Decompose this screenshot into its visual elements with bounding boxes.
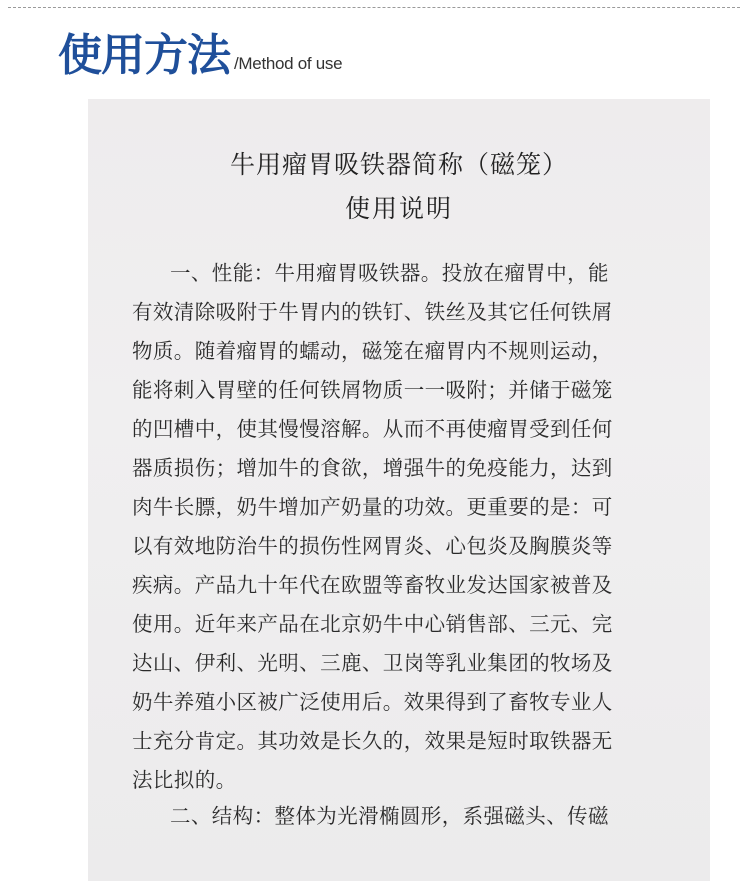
section-title: 使用方法 — [58, 30, 230, 81]
text-line: 二、结构：整体为光滑椭圆形，系强磁头、传磁 — [170, 804, 609, 828]
text-line: 有效清除吸附于牛胃内的铁钉、铁丝及其它任何铁屑 — [132, 300, 613, 324]
text-line: 肉牛长膘，奶牛增加产奶量的功效。更重要的是：可 — [132, 495, 613, 519]
text-line: 的凹槽中，使其慢慢溶解。从而不再使瘤胃受到任何 — [132, 417, 613, 441]
section-header — [58, 20, 342, 80]
text-line: 法比拟的。 — [132, 768, 237, 792]
text-line: 一、性能：牛用瘤胃吸铁器。投放在瘤胃中，能 — [170, 261, 609, 285]
top-dashed-divider — [8, 7, 740, 8]
text-line: 以有效地防治牛的损伤性网胃炎、心包炎及胸膜炎等 — [132, 534, 613, 558]
document-title: 牛用瘤胃吸铁器简称（磁笼） — [229, 150, 568, 179]
text-line: 能将刺入胃壁的任何铁屑物质一一吸附；并储于磁笼 — [132, 378, 613, 402]
text-line: 使用。近年来产品在北京奶牛中心销售部、三元、完 — [132, 612, 613, 636]
text-line: 士充分肯定。其功效是长久的，效果是短时取铁器无 — [132, 729, 613, 753]
text-line: 疾病。产品九十年代在欧盟等畜牧业发达国家被普及 — [132, 573, 613, 597]
text-line: 器质损伤；增加牛的食欲，增强牛的免疫能力，达到 — [132, 456, 613, 480]
text-line: 奶牛养殖小区被广泛使用后。效果得到了畜牧专业人 — [132, 690, 613, 714]
document-subtitle: 使用说明 — [344, 194, 453, 223]
text-line: 物质。随着瘤胃的蠕动，磁笼在瘤胃内不规则运动， — [132, 339, 613, 363]
instruction-sheet-photo — [88, 99, 710, 881]
text-line: 达山、伊利、光明、三鹿、卫岗等乳业集团的牧场及 — [132, 651, 613, 675]
section-subtitle: /Method of use — [234, 54, 343, 73]
